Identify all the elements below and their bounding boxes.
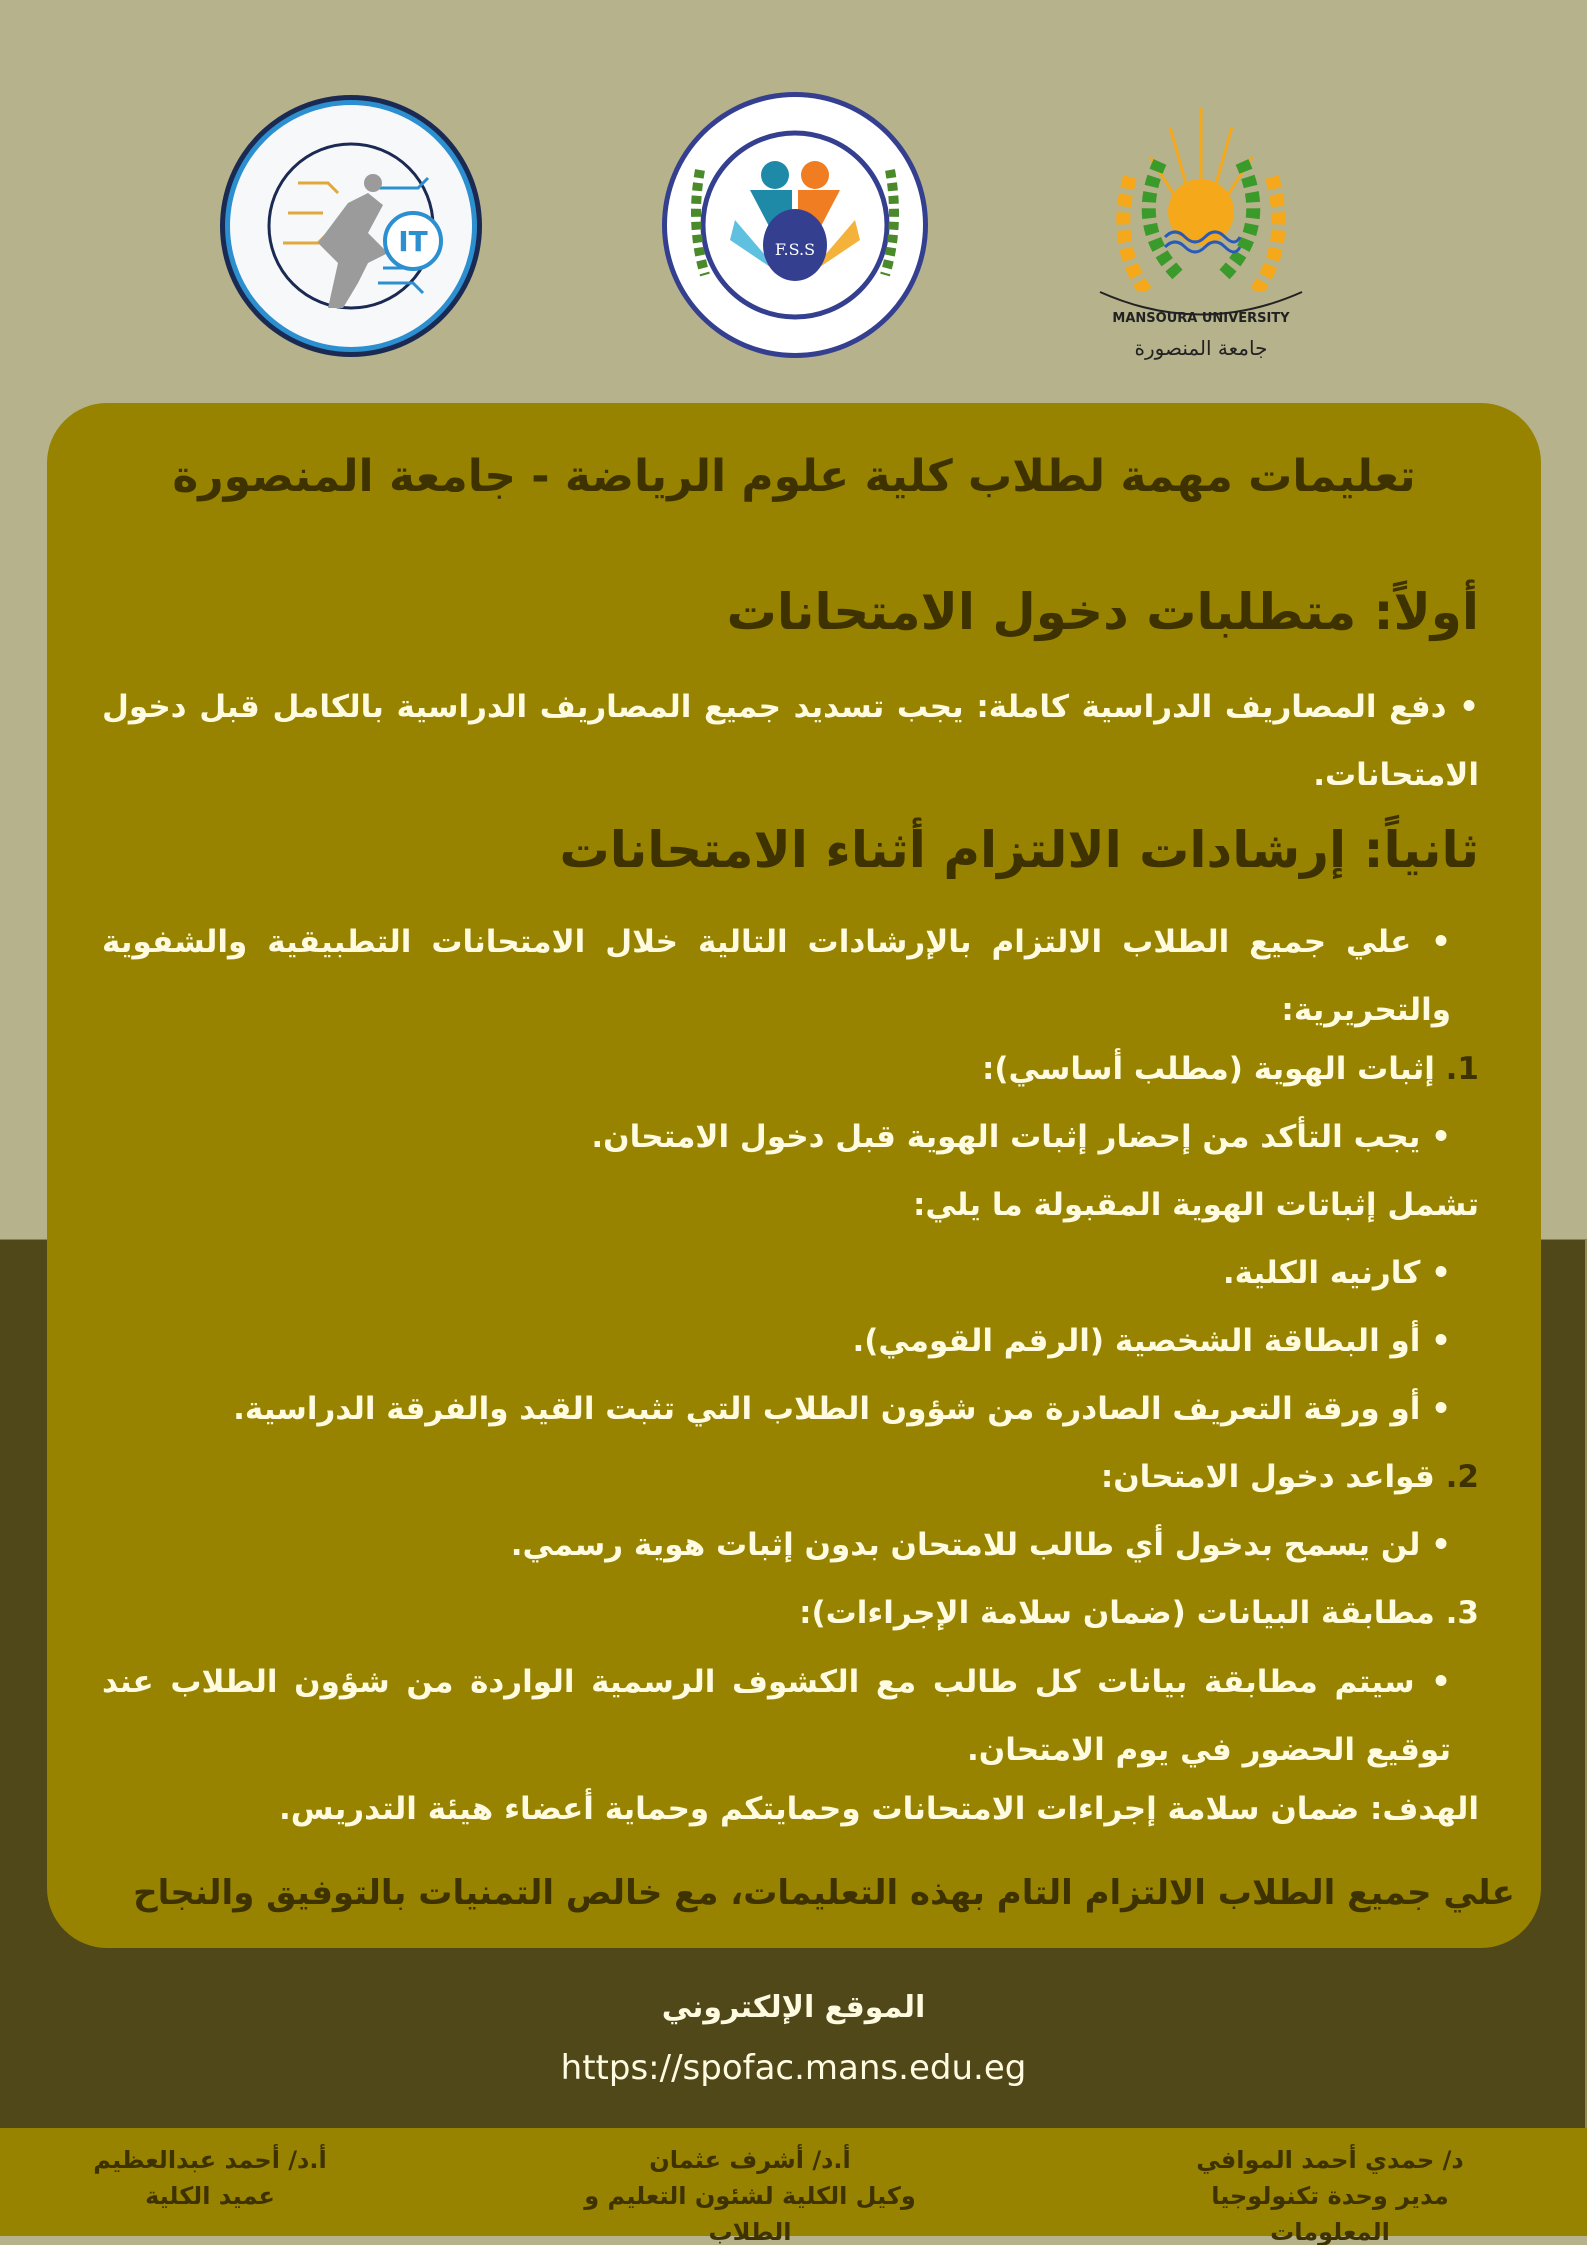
accepted-id-item: • أو ورقة التعريف الصادرة من شؤون الطلاب التي تثبت القيد والفرقة الدراسية.	[233, 1391, 1451, 1427]
goal-text: الهدف: ضمان سلامة إجراءات الامتحانات وحمايتكم وحماية أعضاء هيئة التدريس.	[279, 1791, 1479, 1827]
item1-bullet: • يجب التأكد من إحضار إثبات الهوية قبل دخول الامتحان.	[591, 1119, 1451, 1155]
section2-heading: ثانياً: إرشادات الالتزام أثناء الامتحانات	[559, 821, 1479, 879]
signature-name: أ.د/ أحمد عبدالعظيم	[93, 2146, 327, 2174]
faculty-sports-sciences-logo-icon	[660, 90, 930, 360]
item1-number: 1.	[1445, 1051, 1479, 1087]
signatures-band	[0, 2128, 1587, 2245]
svg-text:F.S.S: F.S.S	[774, 240, 816, 259]
accepted-id-item: • كارنيه الكلية.	[1222, 1255, 1451, 1291]
it-unit-logo-icon	[218, 93, 484, 359]
signature-it-director	[1160, 2142, 1500, 2245]
section1-heading: أولاً: متطلبات دخول الامتحانات	[726, 583, 1479, 641]
page-title: تعليمات مهمة لطلاب كلية علوم الرياضة - جامعة المنصورة	[172, 451, 1416, 502]
item2-bullet: • لن يسمح بدخول أي طالب للامتحان بدون إثبات هوية رسمي.	[510, 1527, 1451, 1563]
item2-heading	[1101, 1459, 1479, 1495]
item1-heading	[982, 1051, 1479, 1087]
signature-dean	[90, 2142, 330, 2214]
mansoura-university-logo-icon	[1090, 87, 1312, 367]
item2-number: 2.	[1445, 1459, 1479, 1495]
signature-name: د/ حمدي أحمد الموافي	[1196, 2146, 1464, 2174]
svg-text:IT: IT	[398, 225, 428, 258]
item2-title: قواعد دخول الامتحان:	[1100, 1459, 1435, 1495]
svg-text:جامعة المنصورة: جامعة المنصورة	[1134, 336, 1268, 360]
item3-bullet: • سيتم مطابقة بيانات كل طالب مع الكشوف الرسمية الواردة من شؤون الطلاب عند توقيع الحضور في يوم الامتحان.	[102, 1664, 1451, 1768]
section1-bullet: • دفع المصاريف الدراسية كاملة: يجب تسديد جميع المصاريف الدراسية بالكامل قبل دخول الامتحانات.	[102, 689, 1479, 793]
item1-title: إثبات الهوية (مطلب أساسي):	[981, 1051, 1435, 1087]
website-label: الموقع الإلكتروني	[661, 1990, 926, 2025]
item3-title: مطابقة البيانات (ضمان سلامة الإجراءات):	[799, 1595, 1435, 1631]
item3-heading	[799, 1595, 1479, 1631]
signature-title: وكيل الكلية لشئون التعليم و الطلاب	[584, 2182, 916, 2245]
closing-message: علي جميع الطلاب الالتزام التام بهذه التعليمات، مع خالص التمنيات بالتوفيق والنجاح	[133, 1873, 1515, 1913]
svg-text:MANSOURA UNIVERSITY: MANSOURA UNIVERSITY	[1112, 311, 1290, 326]
signature-name: أ.د/ أشرف عثمان	[649, 2146, 851, 2174]
signature-title: عميد الكلية	[145, 2182, 275, 2210]
instructions-card	[47, 403, 1541, 1948]
item3-number: 3.	[1445, 1595, 1479, 1631]
logo-row	[0, 85, 1587, 370]
accepted-ids-label: تشمل إثباتات الهوية المقبولة ما يلي:	[913, 1187, 1479, 1223]
website-link[interactable]: https://spofac.mans.edu.eg	[560, 2048, 1027, 2088]
section2-intro: • علي جميع الطلاب الالتزام بالإرشادات التالية خلال الامتحانات التطبيقية والشفوية والتحريرية:	[102, 924, 1451, 1028]
signature-vice-dean	[560, 2142, 940, 2245]
signature-title: مدير وحدة تكنولوجيا المعلومات	[1211, 2182, 1449, 2245]
accepted-id-item: • أو البطاقة الشخصية (الرقم القومي).	[852, 1323, 1451, 1359]
